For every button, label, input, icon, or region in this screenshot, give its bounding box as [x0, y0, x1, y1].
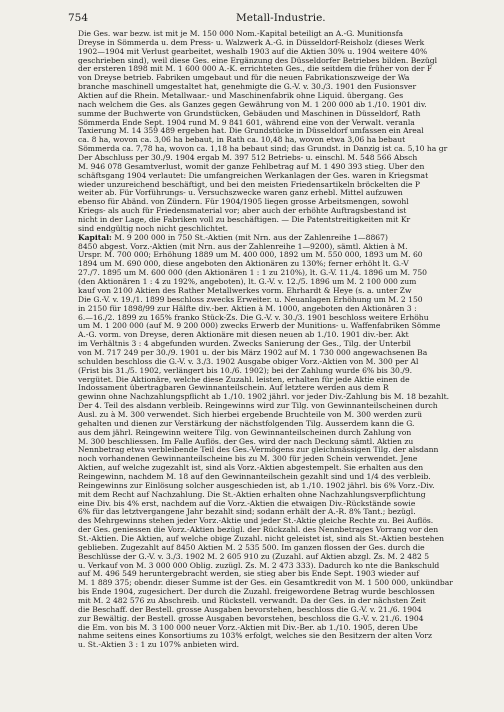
text-line	[68, 508, 496, 517]
text-line	[68, 127, 496, 136]
line-text: M. 946 078 Gesamtverlust, womit der ganze Fehlbetrag auf M. 1 490 393 stieg. Über den	[78, 162, 425, 171]
text-line	[68, 181, 496, 190]
line-text: Die Ges. war bezw. ist mit je M. 150 000 Nom.-Kapital beteiligt an A.-G. Munitionsfa	[78, 30, 404, 38]
text-line	[68, 39, 496, 48]
line-text: mit M. 2 482 576 zu Abschreib. und Rückstell. verwandt. Da der Ges. in der nächsten Zeit	[78, 597, 426, 605]
text-line	[68, 455, 496, 464]
text-line	[68, 570, 496, 579]
text-line	[68, 491, 496, 500]
line-text: Nennbetrag etwa verbleibende Teil des Ges.-Vermögens zur gleichmässigen Tilg. der alsdann	[78, 446, 439, 455]
text-line	[68, 402, 496, 411]
line-text: u. St.-Aktien 3 : 1 zu 107% anbieten wird.	[78, 641, 240, 650]
line-text: Ausl. zu à M. 300 verwendet. Sich hierbei ergebende Bruchteile von M. 300 werden zurü	[78, 410, 423, 419]
text-line	[68, 411, 496, 420]
section-label: Kapital:	[78, 233, 112, 242]
text-line	[68, 588, 496, 597]
text-line	[68, 234, 496, 243]
running-title: Metall-Industrie.	[236, 12, 326, 24]
line-text: gewinn ohne Nachzahlungspflicht ab 1./10. 1902 jährl. vor jeder Div.-Zahlung bis M. 18 bezahlt.	[78, 393, 450, 402]
text-line	[68, 384, 496, 393]
line-text: M. 1 889 375; obendr. dieser Summe ist der Ges. ein Gesamtkredit von M. 1 500 000, unkündbar	[78, 579, 453, 588]
text-line	[68, 225, 496, 234]
text-line	[68, 632, 496, 641]
text-line	[68, 57, 496, 66]
line-text: gehalten und dienen zur Verstärkung der nächstfolgenden Tilg. Ausserdem kann die G.	[78, 419, 415, 428]
line-text: nicht in der Lage, die Fabriken voll zu beschäftigen. — Die Patentstreitigkeiten mit Kr	[78, 216, 411, 225]
text-line	[68, 83, 496, 92]
line-text: M. 9 200 000 in 750 St.-Aktien (mit Nrn. aus der Zahlenreihe 1—8867)	[111, 233, 388, 242]
line-text: Indossament übertragbaren Gewinnanteilschein. Auf letztere werden aus dem R	[78, 384, 389, 393]
line-text: 27./7. 1895 um M. 600 000 (den Aktionären 1 : 1 zu 210%), lt. G.-V. 11./4. 1896 um M. 750	[78, 269, 427, 278]
text-line	[68, 198, 496, 207]
line-text: ca. 8 ha, wovon ca. 3,06 ha bebaut, in Rath ca. 10,48 ha, wovon etwa 3,06 ha bebaut	[78, 136, 406, 145]
text-line	[68, 367, 496, 376]
text-line	[68, 358, 496, 367]
line-text: Aktien auf die Rhein. Metallwaar.- und Maschinenfabrik ohne Liquid. übergang. Ges	[78, 92, 404, 101]
text-line	[68, 544, 496, 553]
line-text: sind endgültig noch nicht geschlichtet.	[78, 224, 229, 233]
paragraph	[68, 154, 496, 234]
text-line	[68, 597, 496, 606]
text-line	[68, 136, 496, 145]
line-text: 1894 um M. 690 000, diese angeboten den Aktionären zu 130%; ferner erhöht lt. G.-V	[78, 260, 409, 269]
text-line	[68, 393, 496, 402]
line-text: 1902—1904 mit Verlust gearbeitet, weshalb 1903 auf die Aktien 30% u. 1904 weitere 40%	[78, 47, 428, 56]
line-text: Sömmerda Ende Sept. 1904 rund M. 9 841 601, während eine von der Verwalt. veranla	[78, 118, 415, 127]
line-text: 6% für das letztvergangene Jahr bezahlt sind; sodann erhält der A.-R. 8% Tant.; bezügl.	[78, 508, 416, 517]
text-line	[68, 110, 496, 119]
text-line	[68, 243, 496, 252]
line-text: Der 4. Teil des alsdann verbleib. Reingewinns wird zur Tilg. von Gewinnanteilscheinen durch	[78, 402, 438, 411]
line-text: Dreyse in Sömmerda u. dem Press- u. Walzwerk A.-G. in Düsseldorf-Reisholz (dieses Werk	[78, 38, 425, 47]
text-line	[68, 296, 496, 305]
text-line	[68, 314, 496, 323]
text-line	[68, 154, 496, 163]
text-line	[68, 216, 496, 225]
line-text: zur Bewältig. der Bestell. grosse Ausgaben bevorstehen, beschloss die G.-V. v. 21./6. 1904	[78, 614, 424, 623]
text-line	[68, 420, 496, 429]
text-line	[68, 172, 496, 181]
line-text: wieder unzureichend beschäftigt, und bei den meisten Friedensartikeln bröckelten die P	[78, 180, 421, 189]
line-text: die Em. von bis M. 3 100 000 neuer Vorz.-Aktien mit Div.-Ber. ab 1./10. 1905, deren Übe	[78, 623, 418, 632]
line-text: geblieben. Zugezahlt auf 8450 Aktien M. 2 535 500. Im ganzen flossen der Ges. durch die	[78, 543, 425, 552]
text-line	[68, 65, 496, 74]
line-text: im Verhältnis 3 : 4 abgefunden wurden. Zwecks Sanierung der Ges., Tilg. der Unterbil	[78, 340, 411, 349]
text-line	[68, 207, 496, 216]
text-line	[68, 163, 496, 172]
line-text: u. Verkauf von M. 3 000 000 Oblig. zuzügl. Zs. M. 2 473 333). Dadurch ko nte die Bankschuld	[78, 561, 440, 570]
line-text: schäftsgang 1904 verlautet: Die umfangreichen Werkanlagen der Ges. waren in Kriegsmat	[78, 171, 429, 180]
line-text: Sömmerda ca. 7,78 ha, wovon ca. 1,18 ha bebaut sind; das Grundst. in Danzig ist ca. 5,10 ha gr	[78, 145, 448, 154]
text-line	[68, 101, 496, 110]
text-line	[68, 641, 496, 650]
line-text: (Frist bis 31./5. 1902, verlängert bis 10./6. 1902); bei der Zahlung wurde 6% bis 30./9.	[78, 366, 413, 375]
text-line	[68, 48, 496, 57]
line-text: nach welchem die Ges. als Ganzes gegen Gewährung von M. 1 200 000 ab 1./10. 1901 div.	[78, 100, 427, 109]
line-text: kauf von 2100 Aktien des Rather Metallwerkes vorm. Ehrhardt & Heye (s. a. unter Zw	[78, 286, 412, 295]
text-line	[68, 260, 496, 269]
line-text: bis Ende 1904, zugesichert. Der durch die Zuzahl. freigewordene Betrag wurde beschlossen	[78, 588, 435, 597]
body-text	[68, 30, 496, 650]
text-line	[68, 189, 496, 198]
line-text: schulden beschloss die G.-V. v. 3./3. 1902 Ausgabe obiger Vorz.-Aktien von M. 300 per Al	[78, 357, 419, 366]
text-line	[68, 92, 496, 101]
line-text: in 2150 für 1898/99 zur Hälfte div.-ber. Aktien à M. 1000, angeboten den Aktionären 3 :	[78, 304, 417, 313]
text-line	[68, 331, 496, 340]
text-line	[68, 562, 496, 571]
text-line	[68, 349, 496, 358]
line-text: mit dem Recht auf Nachzahlung. Die St.-Aktien erhalten ohne Nachzahlungsverpflichtung	[78, 490, 426, 499]
line-text: A.-G. vorm. von Dreyse, deren Aktionäre mit diesen neuen ab 1./10. 1901 div.-ber. Akt	[78, 331, 409, 340]
text-line	[68, 287, 496, 296]
text-line	[68, 74, 496, 83]
text-line	[68, 500, 496, 509]
line-text: Aktien, auf welche zugezahlt ist, sind als Vorz.-Aktien abgestempelt. Sie erhalten aus den	[78, 464, 424, 473]
text-line	[68, 553, 496, 562]
text-line	[68, 278, 496, 287]
line-text: aus dem jährl. Reingewinn weitere Tilg. von Gewinnanteilscheinen durch Zahlung von	[78, 428, 412, 437]
line-text: 8450 abgest. Vorz.-Aktien (mit Nrn. aus der Zahlenreihe 1—9200), sämtl. Aktien à M.	[78, 242, 408, 251]
text-line	[68, 251, 496, 260]
line-text: 6.—16./2. 1899 zu 165% franko Stück-Zs. Die G.-V. v. 30./3. 1901 beschloss weitere Erhöhu	[78, 313, 429, 322]
line-text: Kriegs- als auch für Friedensmaterial vor; aber auch der erhöhte Auftragsbestand ist	[78, 207, 407, 216]
line-text: der ersteren 1898 mit M. 1 600 000 A.-K. errichteten Ges., die seitdem die früher von der F	[78, 65, 433, 74]
line-text: Urspr. M. 700 000; Erhöhung 1889 um M. 400 000, 1892 um M. 550 000, 1893 um M. 60	[78, 251, 423, 260]
text-line	[68, 429, 496, 438]
text-line	[68, 145, 496, 154]
paragraph	[68, 30, 496, 154]
text-line	[68, 438, 496, 447]
text-line	[68, 535, 496, 544]
line-text: geschrieben sind), weil diese Ges. eine Ergänzung des Düsseldorfer Betriebes bilden. Bezügl	[78, 56, 438, 65]
line-text: Die G.-V. v. 19./1. 1899 beschloss zwecks Erweiter. u. Neuanlagen Erhöhung um M. 2 150	[78, 295, 423, 304]
text-line	[68, 473, 496, 482]
text-line	[68, 119, 496, 128]
text-line	[68, 526, 496, 535]
text-line	[68, 579, 496, 588]
line-text: Reingewinns zur Einlösung solcher ausgeschieden ist, ab 1./10. 1902 jährl. bis 6% Vorz.-Div.	[78, 481, 435, 490]
text-line	[68, 305, 496, 314]
text-line	[68, 30, 496, 39]
line-text: noch vorhandenen Gewinnanteilscheine bis zu M. 300 für jeden Schein verwendet. Jene	[78, 455, 418, 464]
line-text: von Dreyse betrieb. Fabriken umgebaut und für die neuen Fabrikationszweige der Wa	[78, 74, 410, 83]
line-text: eine Div. bis 4% erst, nachdem auf die Vorz.-Aktien die etwaigen Div.-Rückstände sowie	[78, 499, 416, 508]
text-line	[68, 517, 496, 526]
line-text: von M. 717 249 per 30./9. 1901 u. der bis März 1902 auf M. 1 730 000 angewachsenen Ba	[78, 348, 428, 357]
line-text: summe der Buchwerte von Grundstücken, Gebäuden und Maschinen in Düsseldorf, Rath	[78, 109, 421, 118]
line-text: weiter ab. Für Vorführungs- u. Versuchszwecke waren ganz erhebl. Mittel aufzuwen	[78, 189, 403, 198]
text-line	[68, 269, 496, 278]
line-text: die Beschaff. der Bestell. grosse Ausgaben bevorstehen, beschloss die G.-V. v. 21./6. 1904	[78, 605, 422, 614]
line-text: M. 300 beschliessen. Im Falle Auflös. der Ges. wird der nach Deckung sämtl. Aktien zu	[78, 437, 414, 446]
line-text: St.-Aktien. Die Aktien, auf welche obige Zuzahl. nicht geleistet ist, sind als St.-Aktien bestehen	[78, 534, 444, 543]
line-text: auf M. 496 549 heruntergebracht werden, sie stieg aber bis Ende Sept. 1903 wieder auf	[78, 570, 420, 579]
text-line	[68, 482, 496, 491]
line-text: ebenso für Abänd. von Zündern. Für 1904/1905 liegen grosse Arbeitsmengen, sowohl	[78, 198, 409, 207]
line-text: Taxierung M. 14 359 489 ergeben hat. Die Grundstücke in Düsseldorf umfassen ein Areal	[78, 127, 424, 136]
text-line	[68, 446, 496, 455]
line-text: um M. 1 200 000 (auf M. 9 200 000) zwecks Erwerb der Munitions- u. Waffenfabriken Sömme	[78, 322, 441, 331]
text-line	[68, 464, 496, 473]
line-text: (den Aktionären 1 : 4 zu 192%, angeboten), lt. G.-V. v. 12./5. 1896 um M. 2 100 000 zum	[78, 278, 417, 287]
line-text: Der Abschluss per 30./9. 1904 ergab M. 397 512 Betriebs- u. einschl. M. 548 566 Absch	[78, 154, 418, 163]
text-line	[68, 376, 496, 385]
text-line	[68, 606, 496, 615]
text-line	[68, 624, 496, 633]
line-text: vergütet. Die Aktionäre, welche diese Zuzahl. leisten, erhalten für jede Aktie einen de	[78, 375, 410, 384]
paragraph	[68, 234, 496, 650]
page-header	[68, 12, 496, 28]
page-number: 754	[68, 12, 89, 24]
line-text: Reingewinn, nachdem M. 18 auf den Gewinnanteilschein gezahlt sind und 1/4 des verbleib.	[78, 472, 431, 481]
text-line	[68, 340, 496, 349]
line-text: des Mehrgewinns stehen jeder Vorz.-Aktie und jeder St.-Aktie gleiche Rechte zu. Bei Auflös.	[78, 517, 434, 526]
text-line	[68, 615, 496, 624]
line-text: der Ges. geniessen die Vorz.-Aktien bezügl. der Rückzahl. des Nennbetrages Vorrang vor den	[78, 526, 439, 535]
line-text: branche maschinell umgestaltet hat, genehmigte die G.-V. v. 30./3. 1901 den Fusionsver	[78, 83, 417, 92]
line-text: nahme seitens eines Konsortiums zu 103% erfolgt, welches sie den Besitzern der alten Vorz	[78, 632, 432, 641]
text-line	[68, 322, 496, 331]
line-text: Beschlüsse der G.-V. v. 3./3. 1902 M. 2 605 910 zu (Zuzahl. auf Aktien abzgl. Zs. M. 2 482 5	[78, 552, 430, 561]
